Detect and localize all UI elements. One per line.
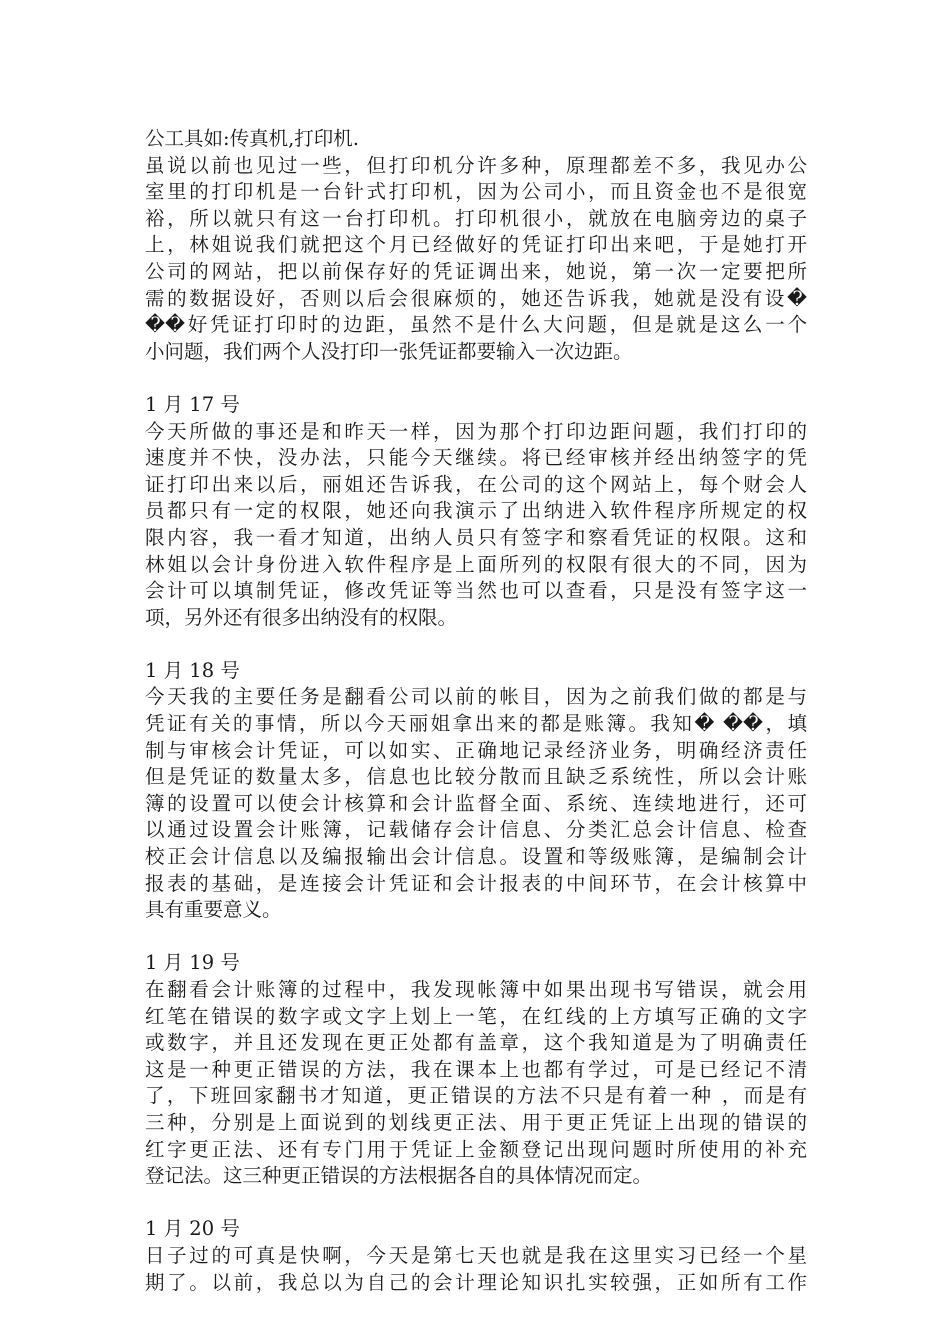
paragraph-gap xyxy=(145,631,807,658)
entry-line: 红字更正法、还有专门用于凭证上金额登记出现问题时所使用的补充 xyxy=(145,1137,807,1161)
diary-entry-jan-20 xyxy=(145,1216,807,1296)
entry-line: 期了。以前，我总以为自己的会计理论知识扎实较强，正如所有工作 xyxy=(145,1270,807,1294)
intro-line: 裕，所以就只有这一台打印机。打印机很小，就放在电脑旁边的桌子 xyxy=(145,206,807,230)
entry-line: 校正会计信息以及编报输出会计信息。设置和等级账簿，是编制会计 xyxy=(145,845,807,869)
intro-line: 公工具如:传真机,打印机. xyxy=(145,127,359,150)
entry-line: 今天我的主要任务是翻看公司以前的帐目，因为之前我们做的都是与 xyxy=(145,685,807,709)
intro-line: 上，林姐说我们就把这个月已经做好的凭证打印出来吧，于是她打开 xyxy=(145,233,807,257)
entry-date: 1 月 18 号 xyxy=(145,658,240,682)
entry-line: 今天所做的事还是和昨天一样，因为那个打印边距问题，我们打印的 xyxy=(145,419,807,443)
entry-line: 登记法。这三种更正错误的方法根据各自的具体情况而定。 xyxy=(145,1164,653,1188)
entry-line: 速度并不快，没办法，只能今天继续。将已经审核并经出纳签字的凭 xyxy=(145,446,807,470)
entry-line: 三种，分别是上面说到的划线更正法、用于更正凭证上出现的错误的 xyxy=(145,1110,807,1134)
paragraph-gap xyxy=(145,924,807,951)
intro-line: 公司的网站，把以前保存好的凭证调出来，她说，第一次一定要把所 xyxy=(145,259,807,283)
diary-entry-jan-18 xyxy=(145,658,807,924)
entry-line: 日子过的可真是快啊，今天是第七天也就是我在这里实习已经一个星 xyxy=(145,1243,807,1267)
intro-line: 需的数据设好，否则以后会很麻烦的，她还告诉我，她就是没有设� xyxy=(145,286,807,310)
entry-line: 项，另外还有很多出纳没有的权限。 xyxy=(145,605,458,629)
entry-line: 但是凭证的数量太多，信息也比较分散而且缺乏系统性，所以会计账 xyxy=(145,765,807,789)
diary-entry-jan-19 xyxy=(145,950,807,1189)
entry-line: 报表的基础，是连接会计凭证和会计报表的中间环节，在会计核算中 xyxy=(145,871,807,895)
entry-line: 簿的设置可以使会计核算和会计监督全面、系统、连续地进行，还可 xyxy=(145,791,807,815)
entry-line: 或数字，并且还发现在更正处都有盖章，这个我知道是为了明确责任 xyxy=(145,1031,807,1055)
entry-date: 1 月 17 号 xyxy=(145,392,240,416)
entry-line: 林姐以会计身份进入软件程序是上面所列的权限有很大的不同，因为 xyxy=(145,552,807,576)
entry-line: 会计可以填制凭证，修改凭证等当然也可以查看，只是没有签字这一 xyxy=(145,579,807,603)
intro-line: 虽说以前也见过一些，但打印机分许多种，原理都差不多，我见办公 xyxy=(145,153,807,177)
paragraph-gap xyxy=(145,365,807,392)
entry-date: 1 月 19 号 xyxy=(145,951,240,975)
entry-line: 制与审核会计凭证，可以如实、正确地记录经济业务，明确经济责任 xyxy=(145,738,807,762)
entry-line: 限内容，我一看才知道，出纳人员只有签字和察看凭证的权限。这和 xyxy=(145,525,807,549)
intro-line: 小问题，我们两个人没打印一张凭证都要输入一次边距。 xyxy=(145,339,633,363)
diary-entry-jan-17 xyxy=(145,392,807,631)
entry-line: 员都只有一定的权限，她还向我演示了出纳进入软件程序所规定的权 xyxy=(145,499,807,523)
document-page xyxy=(145,126,807,1296)
entry-line: 了，下班回家翻书才知道，更正错误的方法不只是有着一种 ，而是有 xyxy=(145,1084,807,1108)
entry-line: 以通过设置会计账簿，记载储存会计信息、分类汇总会计信息、检查 xyxy=(145,818,807,842)
intro-line: 室里的打印机是一台针式打印机，因为公司小，而且资金也不是很宽 xyxy=(145,180,807,204)
entry-line: 这是一种更正错误的方法，我在课本上也都有学过，可是已经记不清 xyxy=(145,1057,807,1081)
entry-line: 凭证有关的事情，所以今天丽姐拿出来的都是账簿。我知� ��，填 xyxy=(145,712,807,736)
entry-line: 在翻看会计账簿的过程中，我发现帐簿中如果出现书写错误，就会用 xyxy=(145,978,807,1001)
entry-line: 红笔在错误的数字或文字上划上一笔，在红线的上方填写正确的文字 xyxy=(145,1004,807,1028)
intro-paragraph xyxy=(145,126,807,365)
entry-line: 证打印出来以后，丽姐还告诉我，在公司的这个网站上，每个财会人 xyxy=(145,472,807,496)
paragraph-gap xyxy=(145,1190,807,1217)
entry-date: 1 月 20 号 xyxy=(145,1217,240,1241)
entry-line: 具有重要意义。 xyxy=(145,898,282,922)
intro-line: ��好凭证打印时的边距，虽然不是什么大问题，但是就是这么一个 xyxy=(145,313,807,337)
